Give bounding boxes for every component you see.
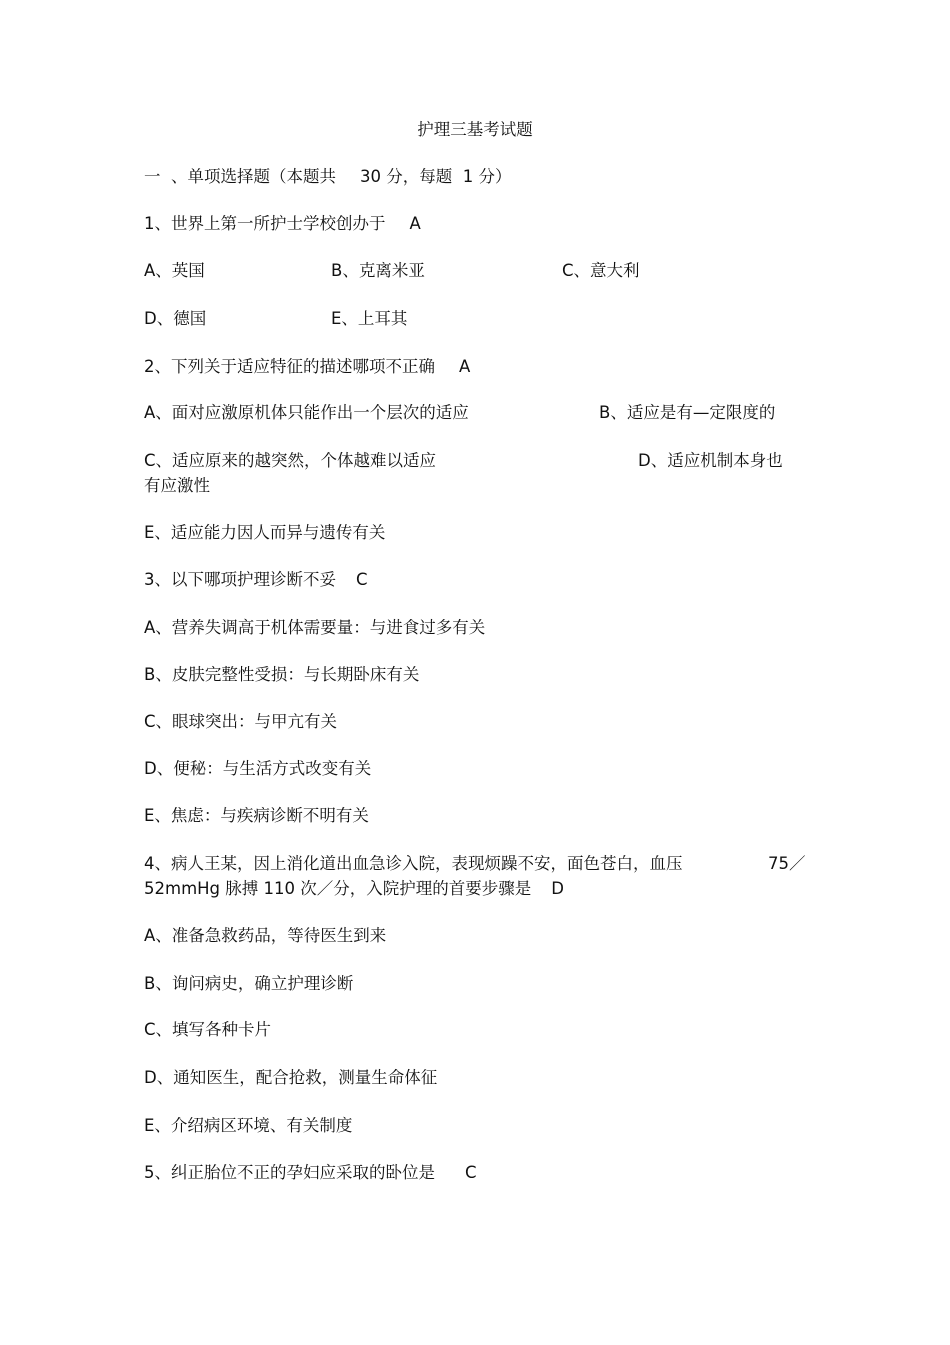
q3-option-b: B、皮肤完整性受损：与长期卧床有关 bbox=[144, 665, 420, 684]
question-3 bbox=[144, 568, 368, 592]
q1-stem: 1、世界上第一所护士学校创办于 bbox=[144, 214, 386, 233]
q4-option-e: E、介绍病区环境、有关制度 bbox=[144, 1116, 353, 1135]
q3-option-a: A、营养失调高于机体需要量：与进食过多有关 bbox=[144, 618, 486, 637]
q4-option-b: B、询问病史，确立护理诊断 bbox=[144, 974, 354, 993]
page-title: 护理三基考试题 bbox=[417, 120, 533, 139]
q1-option-a: A、英国 bbox=[144, 261, 205, 280]
q2-option-e: E、适应能力因人而异与遗传有关 bbox=[144, 523, 386, 542]
q1-answer: A bbox=[409, 214, 421, 233]
q3-stem: 3、以下哪项护理诊断不妥 bbox=[144, 570, 336, 589]
q3-option-e: E、焦虑：与疾病诊断不明有关 bbox=[144, 806, 369, 825]
question-2 bbox=[144, 355, 470, 379]
q1-option-d: D、德国 bbox=[144, 309, 207, 328]
q2-option-d-continued: 有应激性 bbox=[144, 476, 210, 495]
q2-answer: A bbox=[459, 357, 471, 376]
q2-option-d: D、适应机制本身也 bbox=[638, 451, 783, 470]
question-1 bbox=[144, 212, 421, 236]
q4-option-a: A、准备急救药品，等待医生到来 bbox=[144, 926, 387, 945]
q5-stem: 5、纠正胎位不正的孕妇应采取的卧位是 bbox=[144, 1163, 435, 1182]
q3-option-c: C、眼球突出：与甲亢有关 bbox=[144, 712, 338, 731]
q2-option-b: B、适应是有—定限度的 bbox=[599, 403, 776, 422]
section-heading bbox=[144, 165, 511, 189]
q4-option-d: D、通知医生，配合抢救，测量生命体征 bbox=[144, 1068, 438, 1087]
q5-answer: C bbox=[465, 1163, 477, 1182]
q4-answer: D bbox=[551, 879, 564, 898]
q2-option-a: A、面对应激原机体只能作出一个层次的适应 bbox=[144, 403, 469, 422]
q4-blood-pressure: 75／ bbox=[768, 854, 806, 873]
q1-option-c: C、意大利 bbox=[562, 261, 640, 280]
q2-stem: 2、下列关于适应特征的描述哪项不正确 bbox=[144, 357, 435, 376]
q3-answer: C bbox=[356, 570, 368, 589]
section-heading-part2: 30 分，每题 1 分） bbox=[360, 167, 512, 186]
q4-option-c: C、填写各种卡片 bbox=[144, 1020, 272, 1039]
question-5 bbox=[144, 1161, 477, 1185]
q4-stem2: 52mmHg 脉搏 110 次／分，入院护理的首要步骤是 bbox=[144, 879, 532, 898]
q1-option-b: B、克离米亚 bbox=[331, 261, 425, 280]
q1-option-e: E、上耳其 bbox=[331, 309, 408, 328]
q2-option-c: C、适应原来的越突然，个体越难以适应 bbox=[144, 451, 437, 470]
question-4-line1: 4、病人王某，因上消化道出血急诊入院，表现烦躁不安，面色苍白，血压 bbox=[144, 854, 683, 873]
q3-option-d: D、便秘：与生活方式改变有关 bbox=[144, 759, 372, 778]
question-4-line2 bbox=[144, 877, 564, 901]
section-heading-part1: 一 、单项选择题（本题共 bbox=[144, 167, 336, 186]
